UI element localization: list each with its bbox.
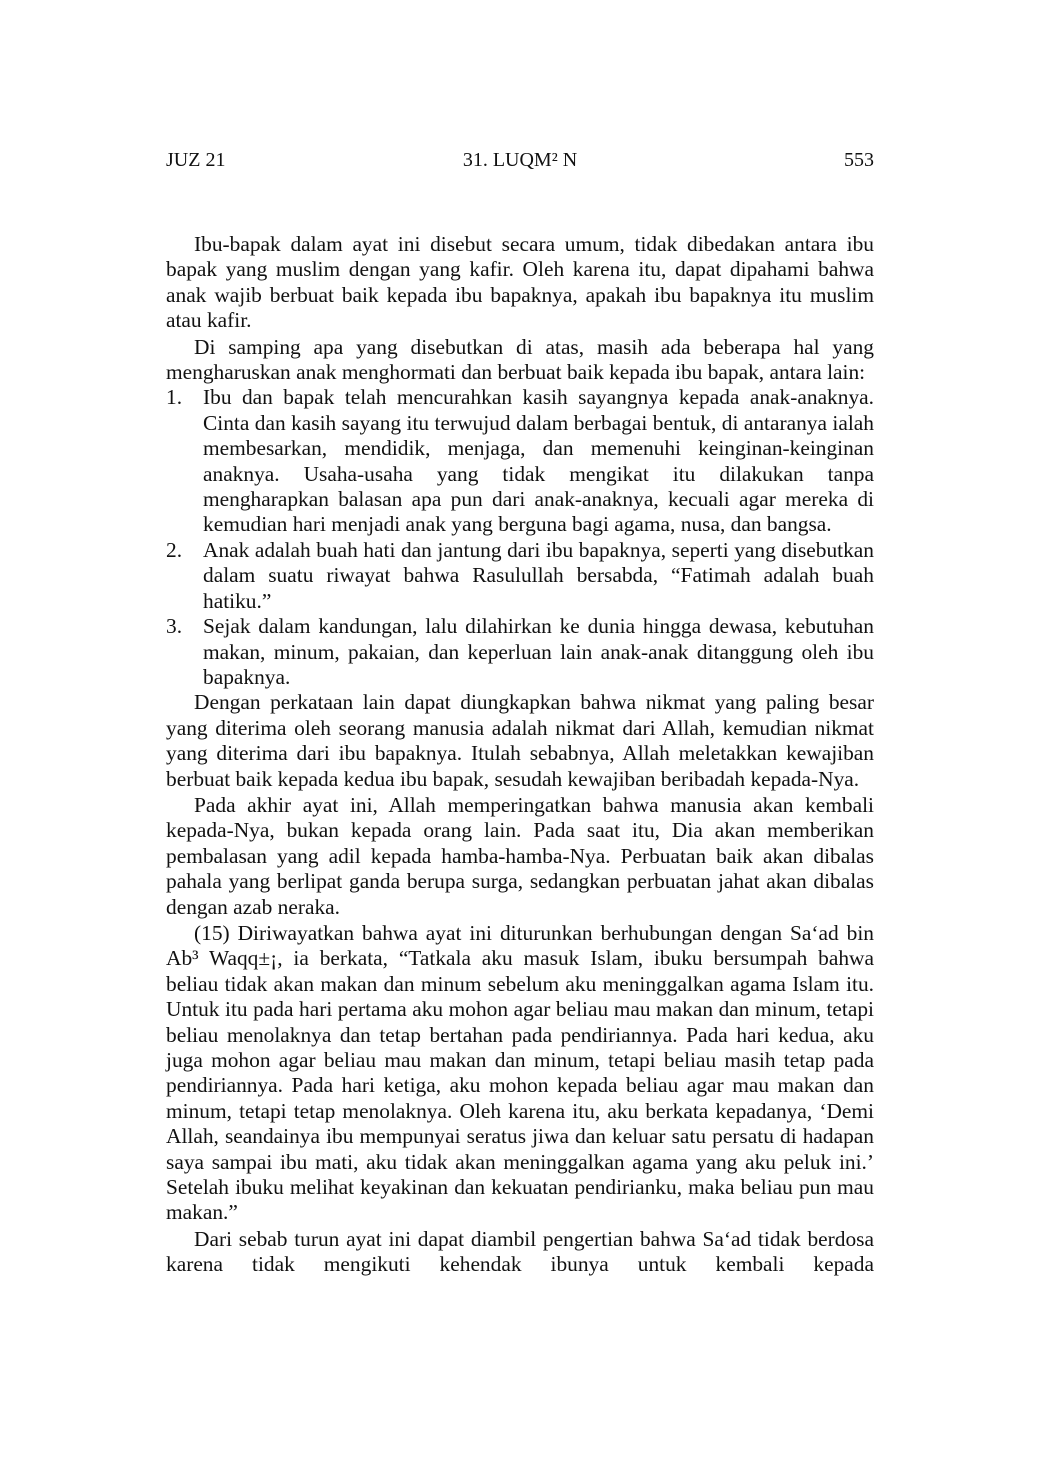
paragraph-5: (15) Diriwayatkan bahwa ayat ini diturunkan berhubungan dengan Sa‘ad bin Ab³ Waqq±¡, ia berkata, “Tatkala aku masuk Islam, ibuku bersumpah bahwa beliau tidak akan makan dan minum sebelum aku meninggalkan agama Islam itu. Untuk itu pada hari pertama aku mohon agar beliau mau makan dan minum, tetapi beliau menolaknya dan tetap bertahan pada pendiriannya. Pada hari kedua, aku juga mohon agar beliau mau makan dan minum, tetapi beliau masih tetap pada pendiriannya. Pada hari ketiga, aku mohon kepada beliau agar mau makan dan minum, tetapi tetap menolaknya. Oleh karena itu, aku berkata kepadanya, ‘Demi Allah, seandainya ibu mempunyai seratus jiwa dan keluar satu persatu di hadapan saya sampai ibu mati, aku tidak akan meninggalkan agama yang aku peluk ini.’ Setelah ibuku melihat keyakinan dan kekuatan pendirianku, maka beliau pun mau makan.” <box>166 920 874 1225</box>
paragraph-3: Dengan perkataan lain dapat diungkapkan bahwa nikmat yang paling besar yang diterima oleh seorang manusia adalah nikmat dari Allah, kemudian nikmat yang diterima dari ibu bapaknya. Itulah sebabnya, Allah meletakkan kewajiban berbuat baik kepada kedua ibu bapak, sesudah kewajiban beribadah kepada-Nya. <box>166 690 874 791</box>
list-item-text: Ibu dan bapak telah mencurahkan kasih sayangnya kepada anak-anaknya. Cinta dan kasih sayang itu terwujud dalam berbagai bentuk, di antaranya ialah membesarkan, mendidik, menjaga, dan memenuhi keinginan-keinginan anaknya. Usaha-usaha yang tidak mengikat itu dilakukan tanpa mengharapkan balasan apa pun dari anak-anaknya, kecuali agar mereka di kemudian hari menjadi anak yang berguna bagi agama, nusa, dan bangsa. <box>203 385 874 537</box>
list-item <box>166 614 874 690</box>
list-number: 3. <box>166 614 183 639</box>
running-header <box>166 146 874 174</box>
surah-title: 31. LUQM² N <box>462 149 578 171</box>
body-text <box>166 232 874 1278</box>
page-number: 553 <box>844 149 874 171</box>
list-number: 1. <box>166 385 183 410</box>
list-item-text: Sejak dalam kandungan, lalu dilahirkan ke dunia hingga dewasa, kebutuhan makan, minum, pakaian, dan keperluan lain anak-anak ditanggung oleh ibu bapaknya. <box>203 614 874 689</box>
list-number: 2. <box>166 537 183 562</box>
list-item <box>166 385 874 537</box>
list-item-text: Anak adalah buah hati dan jantung dari ibu bapaknya, seperti yang disebutkan dalam suatu riwayat bahwa Rasulullah bersabda, “Fatimah adalah buah hatiku.” <box>203 537 874 613</box>
juz-label: JUZ 21 <box>166 149 226 171</box>
paragraph-2: Di samping apa yang disebutkan di atas, masih ada beberapa hal yang mengharuskan anak menghormati dan berbuat baik kepada ibu bapak, antara lain: <box>166 334 874 385</box>
paragraph-1: Ibu-bapak dalam ayat ini disebut secara umum, tidak dibedakan antara ibu bapak yang muslim dengan yang kafir. Oleh karena itu, dapat dipahami bahwa anak wajib berbuat baik kepada ibu bapaknya, apakah ibu bapaknya itu muslim atau kafir. <box>166 232 874 333</box>
paragraph-6: Dari sebab turun ayat ini dapat diambil pengertian bahwa Sa‘ad tidak berdosa karena tidak mengikuti kehendak ibunya untuk kembali kepada <box>166 1226 874 1277</box>
list-item <box>166 538 874 614</box>
reasons-list <box>166 385 874 690</box>
paragraph-4: Pada akhir ayat ini, Allah memperingatkan bahwa manusia akan kembali kepada-Nya, bukan kepada orang lain. Pada saat itu, Dia akan memberikan pembalasan yang adil kepada hamba-hamba-Nya. Perbuatan baik akan dibalas pahala yang berlipat ganda berupa surga, sedangkan perbuatan jahat akan dibalas dengan azab neraka. <box>166 792 874 919</box>
